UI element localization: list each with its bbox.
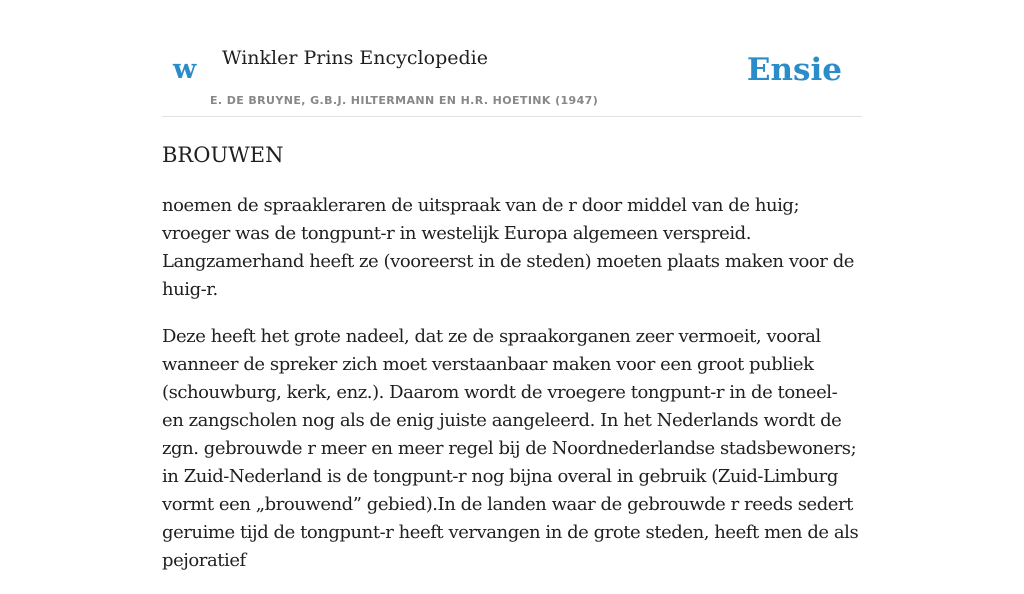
ensie-logo[interactable]: Ensie [746,52,842,88]
article-body [162,192,862,594]
article-title: BROUWEN [162,143,284,167]
source-header [162,0,862,117]
article-paragraph: noemen de spraakleraren de uitspraak van de r door middel van de huig; vroeger was de tongpunt-r in westelijk Europa algemeen verspreid. Langzamerhand heeft ze (vooreerst in de steden) moeten plaats maken voor de huig-r. [162,195,855,300]
page [162,0,862,571]
source-logo[interactable]: w [173,54,197,85]
source-title[interactable]: Winkler Prins Encyclopedie [222,47,488,69]
article-paragraph: Deze heeft het grote nadeel, dat ze de spraakorganen zeer vermoeit, vooral wanneer de spreker zich moet verstaanbaar maken voor een groot publiek (schouwburg, kerk, enz.). Daarom wordt de vroegere tongpunt-r in de toneel- en zangscholen nog als de enig juiste aangeleerd. In het Nederlands wordt de zgn. gebrouwde r meer en meer regel bij de Noordnederlandse stadsbewoners; in Zuid-Nederland is de tongpunt-r nog bijna overal in gebruik (Zuid-Limburg vormt een „brouwend” gebied).In de landen waar de gebrouwde r reeds sedert geruime tijd de tongpunt-r heeft vervangen in de grote steden, heeft men de als pejoratief [162,326,859,571]
source-authors: E. DE BRUYNE, G.B.J. HILTERMANN EN H.R. HOETINK (1947) [210,94,599,107]
